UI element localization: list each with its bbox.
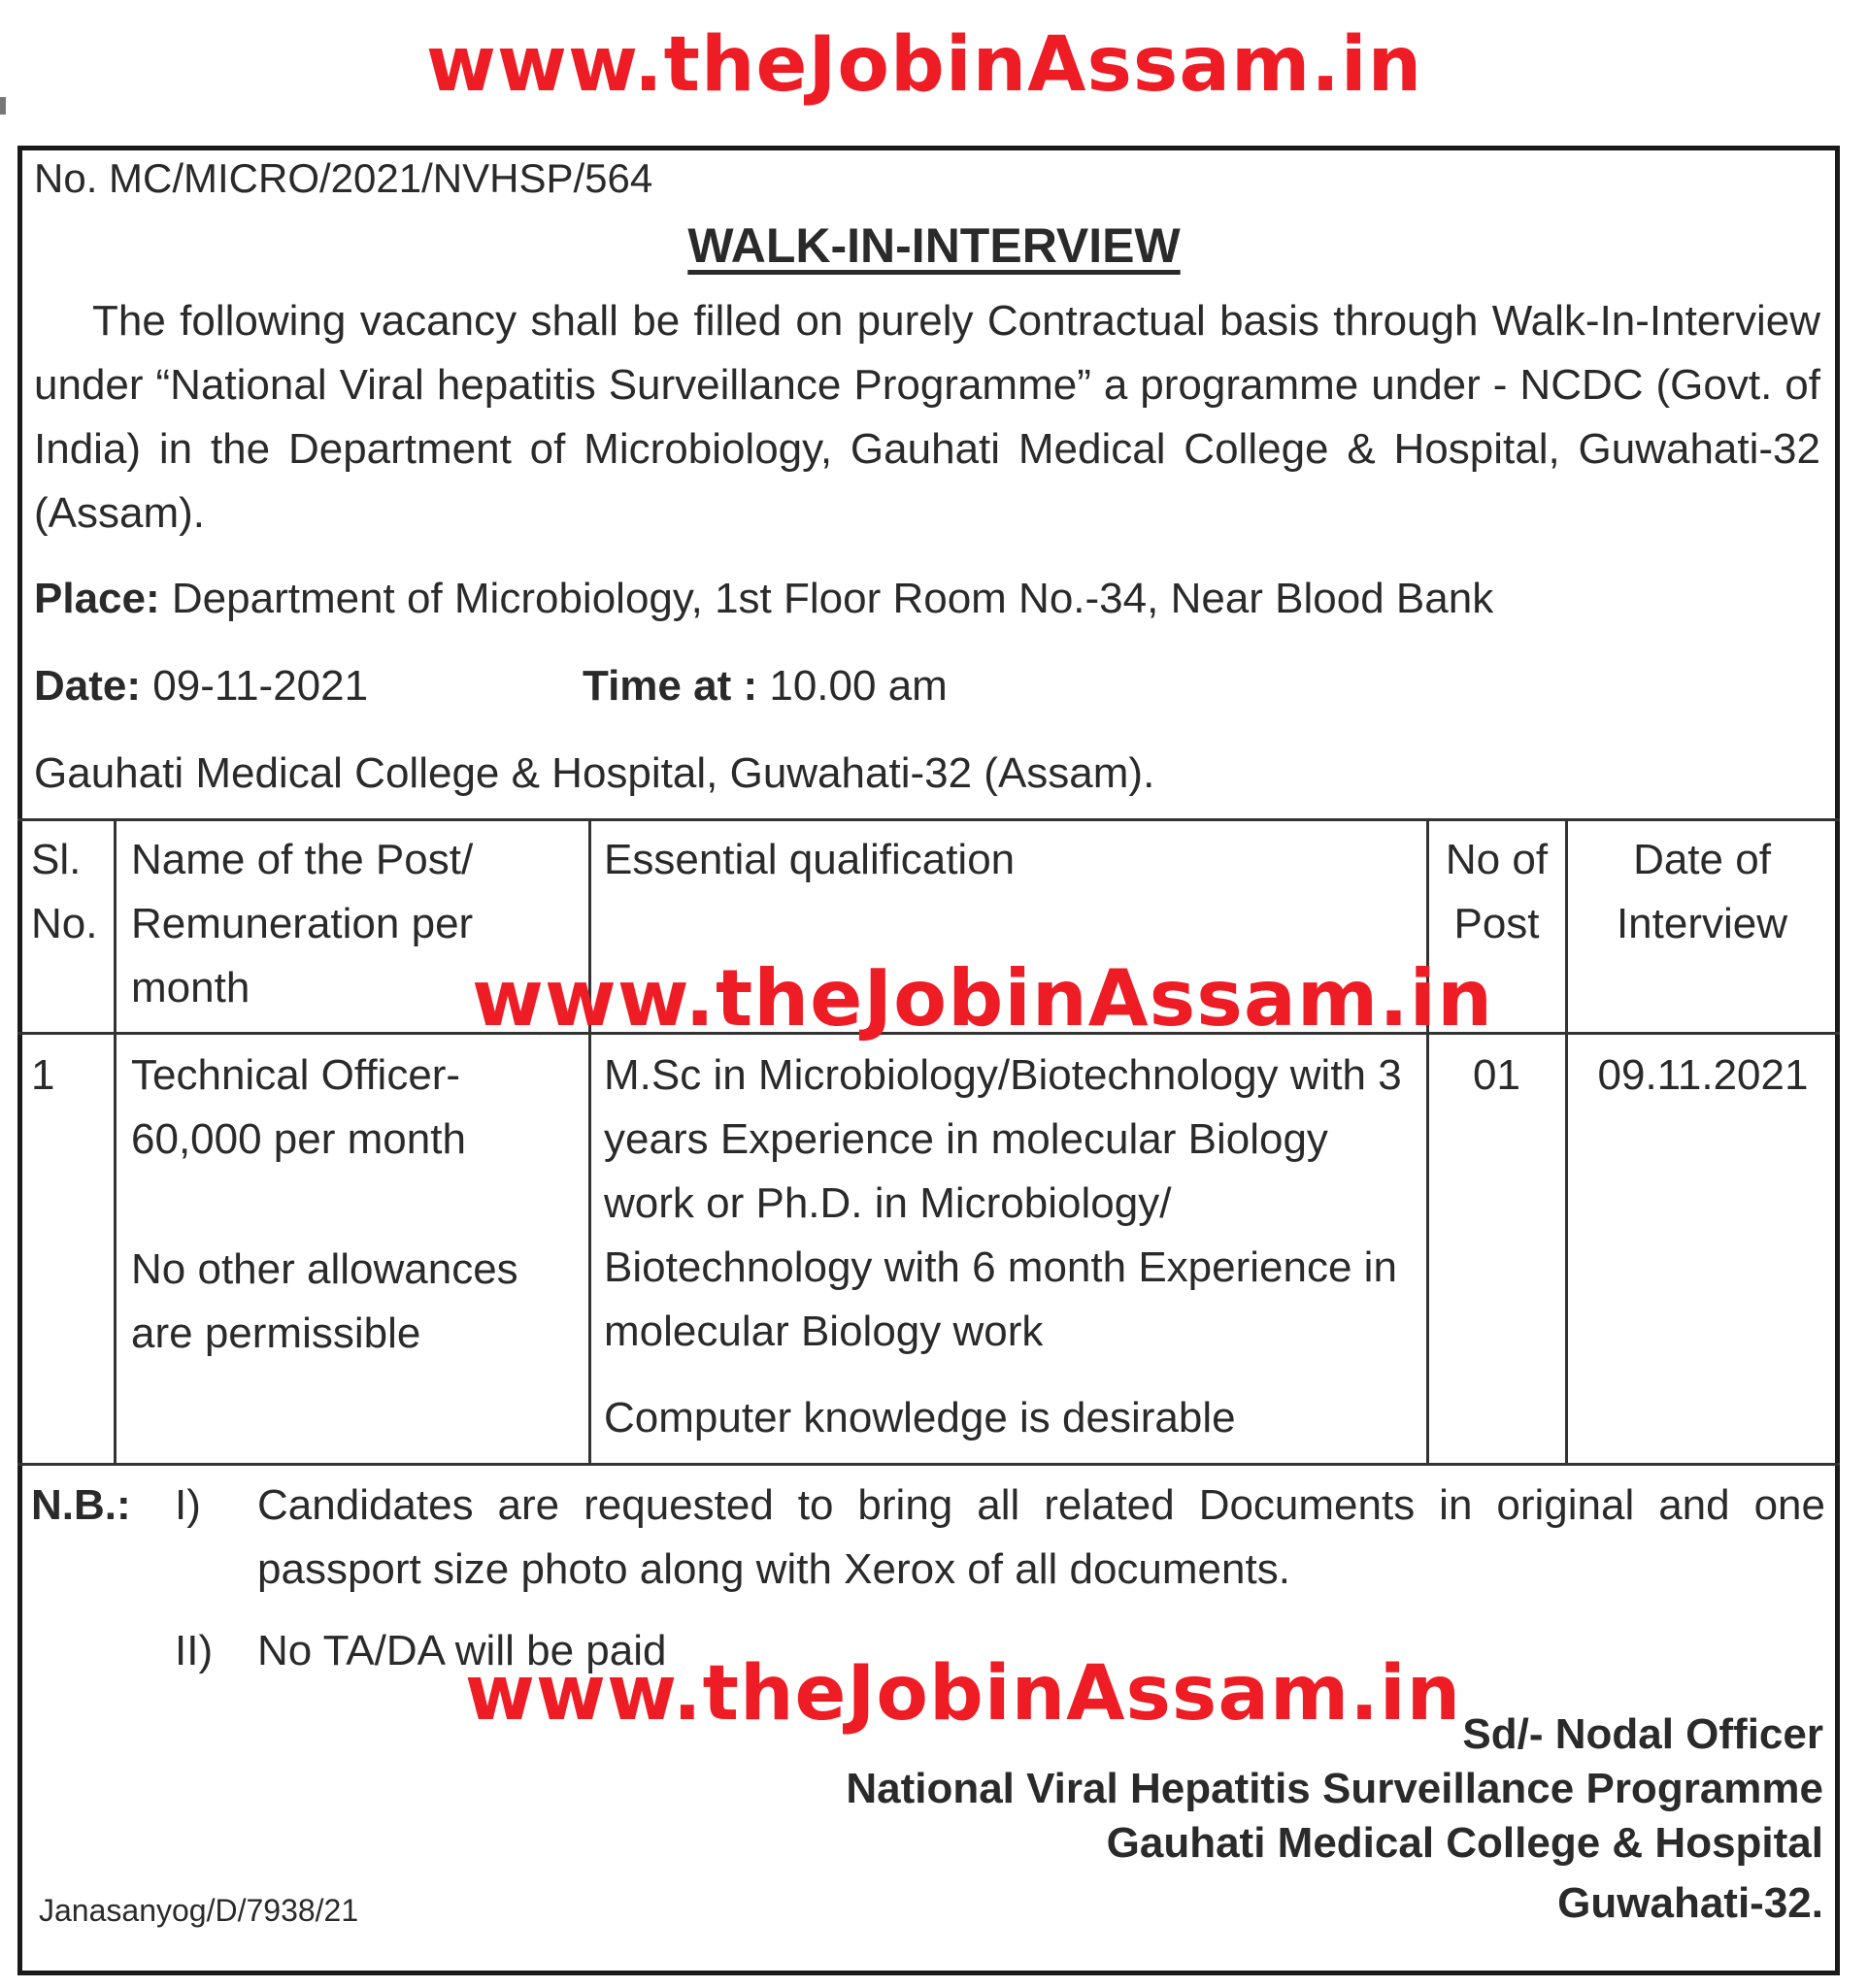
signature-line-2: National Viral Hepatitis Surveillance Programme — [846, 1765, 1823, 1812]
date-label: Date: — [34, 662, 142, 710]
intro-paragraph: The following vacancy shall be filled on purely Contractual basis through Walk-In-Interview under “National Viral hepatitis Surveillance Programme” a programme under - NCDC (Govt. of India) in the Department of Microbiology, Gauhati Medical College & Hospital, Guwahati-32 (Assam). — [34, 297, 1820, 537]
header-sl-no: Sl. No. — [31, 836, 98, 947]
table-col-divider-3 — [1426, 818, 1429, 1466]
note-1-text: Candidates are requested to bring all related Documents in original and one passport size photo along with Xerox of all documents. — [257, 1481, 1825, 1593]
header-qualification: Essential qualification — [604, 836, 1016, 883]
time-label: Time at : — [583, 662, 758, 710]
row-post-name: Technical Officer- 60,000 per month — [131, 1051, 466, 1163]
row-qualification-note: Computer knowledge is desirable — [604, 1394, 1236, 1441]
row-post-note: No other allowances are permissible — [131, 1245, 518, 1357]
place-line — [34, 575, 1493, 624]
header-post: Name of the Post/ Remuneration per month — [131, 836, 474, 1011]
time-value: 10.00 am — [769, 662, 948, 710]
signature-line-4: Guwahati-32. — [1557, 1879, 1823, 1927]
notice-heading: WALK-IN-INTERVIEW — [687, 218, 1181, 273]
time-line — [583, 662, 948, 712]
row-no-of-post: 01 — [1473, 1051, 1520, 1099]
place-label: Place: — [34, 575, 160, 622]
place-value: Department of Microbiology, 1st Floor Room No.-34, Near Blood Bank — [171, 575, 1494, 622]
date-value: 09-11-2021 — [152, 662, 369, 710]
watermark-top: www.theJobinAssam.in — [425, 21, 1423, 109]
footer-code: Janasanyog/D/7938/21 — [39, 1893, 359, 1928]
date-line — [34, 662, 368, 712]
note-1-number: I) — [175, 1481, 201, 1529]
header-no-of-post: No of Post — [1445, 836, 1549, 947]
note-2-text: No TA/DA will be paid — [257, 1627, 667, 1674]
nb-label: N.B.: — [31, 1481, 131, 1529]
signature-line-1: Sd/- Nodal Officer — [1462, 1710, 1823, 1758]
table-col-divider-2 — [588, 818, 591, 1466]
table-col-divider-1 — [114, 818, 117, 1466]
note-2-number: II) — [175, 1627, 214, 1674]
header-date-of-interview: Date of Interview — [1616, 836, 1788, 947]
watermark-middle: www.theJobinAssam.in — [471, 953, 1494, 1044]
venue-line: Gauhati Medical College & Hospital, Guwahati-32 (Assam). — [34, 749, 1155, 797]
watermark-bottom: www.theJobinAssam.in — [464, 1650, 1462, 1738]
signature-line-3: Gauhati Medical College & Hospital — [1106, 1819, 1823, 1867]
row-qualification: M.Sc in Microbiology/Biotechnology with 3 years Experience in molecular Biology work or Ph.D. in Microbiology/ Biotechnology with 6 month Experience in molecular Biology work — [604, 1051, 1402, 1355]
reference-number: No. MC/MICRO/2021/NVHSP/564 — [34, 155, 653, 201]
row-sl: 1 — [31, 1051, 55, 1099]
table-col-divider-4 — [1565, 818, 1568, 1466]
row-date: 09.11.2021 — [1597, 1051, 1809, 1099]
